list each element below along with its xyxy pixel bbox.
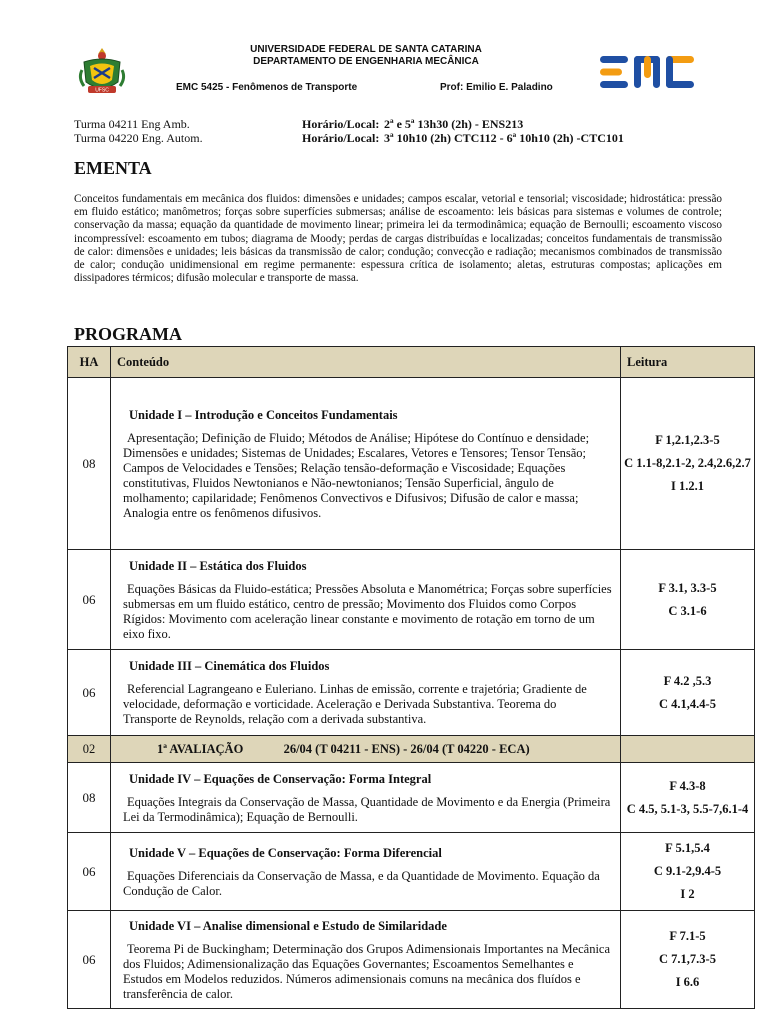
unit-text: Teorema Pi de Buckingham; Determinação dos Grupos Adimensionais Importantes na Mecânica dos Fluidos; Adimensionalização das Equações Governantes; Escoamentos Semelhantes e Estudos em Modelos reduzidos. Números adimensionais comuns na mecânica dos fluídos e transferência de calor. (123, 941, 611, 1001)
unit-text: Referencial Lagrangeano e Euleriano. Linhas de emissão, corrente e trajetória; Gradiente de velocidade, deformação e vorticidade. Aceleração e Derivada Substantiva. Teorema do Transporte de Reynolds, relação com a derivada substantiva. (123, 682, 587, 726)
department-name: DEPARTAMENTO DE ENGENHARIA MECÂNICA (253, 56, 479, 67)
leitura-ref: F 5.1,5.4 (665, 841, 710, 855)
ementa-text: Conceitos fundamentais em mecânica dos fluidos: dimensões e unidades; campos escalar, vetorial e tensorial; viscosidade; hidrostática: pressão em fluido estático; manômetros; forças sobre superfícies submersas; análise de escoamento: leis básicas para sistemas e volumes de controle; conservação da massa; equação da quantidade de movimento linear; primeira lei da termodinâmica; equação de Bernoulli; escoamento viscoso incompressível: escoamento em tubos; diagrama de Moody; perdas de cargas distribuídas e localizadas; conceitos fundamentais de transmissão de calor: dimensões e unidades; leis básicas da transmissão de calor; condução; convecção e radiação; mecanismos combinados de transmissão de calor; condução unidimensional em regime permanente: espessura crítica de isolamento; aletas, estruturas compostas; aplicações em dissipadores térmicos; difusão molecular e transporte de massa. (74, 193, 722, 285)
evaluation-dates: 26/04 (T 04211 - ENS) - 26/04 (T 04220 - ECA) (283, 741, 530, 756)
row-content (111, 833, 621, 911)
row-content (111, 911, 621, 1009)
leitura-ref: I 1.2.1 (671, 479, 704, 493)
row-ha: 08 (68, 763, 111, 833)
header-ha: HA (68, 347, 111, 378)
table-header-row (68, 347, 755, 378)
unit-title: Unidade V – Equações de Conservação: Forma Diferencial (129, 845, 442, 860)
ufsc-crest-icon (74, 42, 130, 98)
table-row (68, 763, 755, 833)
leitura-ref: I 2 (680, 887, 695, 901)
row-leitura (621, 763, 755, 833)
horario-label-1: Horário/Local: (302, 117, 380, 131)
table-row (68, 550, 755, 650)
horario-label-2: Horário/Local: (302, 131, 380, 145)
professor-name: Prof: Emilio E. Paladino (440, 82, 553, 93)
row-ha: 06 (68, 833, 111, 911)
leitura-ref: I 6.6 (675, 975, 700, 989)
unit-title: Unidade II – Estática dos Fluidos (129, 558, 307, 573)
unit-title: Unidade III – Cinemática dos Fluidos (129, 659, 330, 673)
document-header (0, 0, 768, 110)
header-leitura: Leitura (621, 347, 755, 378)
row-leitura (621, 650, 755, 736)
row-content (111, 650, 621, 736)
row-leitura (621, 833, 755, 911)
course-name: EMC 5425 - Fenômenos de Transporte (176, 82, 358, 93)
leitura-ref: F 1,2.1,2.3-5 (655, 433, 720, 447)
ementa-title: EMENTA (74, 158, 152, 178)
evaluation-label: 1ª AVALIAÇÃO (157, 741, 244, 756)
leitura-ref: F 4.2 ,5.3 (663, 673, 712, 688)
svg-text:UFSC: UFSC (95, 87, 109, 94)
row-leitura (621, 550, 755, 650)
leitura-ref: C 1.1-8,2.1-2, 2.4,2.6,2.7 (624, 456, 751, 470)
leitura-ref: F 7.1-5 (669, 929, 706, 943)
turma-1: Turma 04211 Eng Amb. (74, 117, 190, 131)
row-ha: 06 (68, 650, 111, 736)
leitura-ref: C 9.1-2,9.4-5 (653, 864, 722, 878)
leitura-ref: C 4.5, 5.1-3, 5.5-7,6.1-4 (626, 801, 749, 816)
row-ha: 06 (68, 550, 111, 650)
emc-logo-icon (598, 52, 696, 92)
leitura-ref: F 4.3-8 (669, 778, 706, 793)
table-row (68, 378, 755, 550)
leitura-ref: C 4.1,4.4-5 (659, 696, 716, 711)
table-row (68, 650, 755, 736)
unit-title: Unidade I – Introdução e Conceitos Fundamentais (129, 407, 398, 422)
unit-text: Equações Diferenciais da Conservação de Massa, e da Quantidade de Movimento. Equação da Condução de Calor. (123, 868, 600, 898)
unit-text: Equações Básicas da Fluido-estática; Pressões Absoluta e Manométrica; Forças sobre superfícies submersas em um fluido estático, centro de pressão; Movimento dos Fluidos como Corpos Rígidos: Movimento com aceleração linear constante e movimento de rotação em torno de um eixo fixo. (123, 581, 612, 641)
programa-title: PROGRAMA (74, 324, 182, 344)
evaluation-row (68, 736, 755, 763)
leitura-ref: C 3.1-6 (668, 603, 707, 618)
unit-title: Unidade VI – Analise dimensional e Estudo de Similaridade (129, 918, 447, 933)
row-content (111, 378, 621, 550)
table-row (68, 911, 755, 1009)
university-name: UNIVERSIDADE FEDERAL DE SANTA CATARINA (250, 44, 482, 55)
evaluation-leitura (621, 736, 755, 763)
table-row (68, 833, 755, 911)
horario-value-2: 3ª 10h10 (2h) CTC112 - 6ª 10h10 (2h) -CTC101 (384, 131, 624, 145)
row-ha: 08 (68, 378, 111, 550)
row-leitura (621, 378, 755, 550)
row-leitura (621, 911, 755, 1009)
leitura-ref: F 3.1, 3.3-5 (658, 580, 717, 595)
evaluation-content (111, 736, 621, 763)
unit-text: Apresentação; Definição de Fluido; Métodos de Análise; Hipótese do Contínuo e densidade; Dimensões e unidades; Sistemas de Unidades; Escalares, Vetores e Tensores; Tensor Tensão; Campos de Velocidades e Tensões; Relação tensão-deformação e Viscosidade; Equações constitutivas, Fluidos Newtonianos e Não-newtonianos; Tensão Superficial, ângulo de molhamento; capilaridade; Fenômenos Convectivos e Difusivos; Difusão de calor e massa; Analogia entre os fenômenos difusivos. (123, 430, 590, 520)
leitura-ref: C 7.1,7.3-5 (659, 952, 716, 966)
evaluation-ha: 02 (68, 736, 111, 763)
horario-value-1: 2ª e 5ª 13h30 (2h) - ENS213 (384, 117, 524, 131)
row-content (111, 763, 621, 833)
programa-table (67, 346, 755, 1009)
unit-title: Unidade IV – Equações de Conservação: Forma Integral (129, 771, 432, 786)
unit-text: Equações Integrais da Conservação de Massa, Quantidade de Movimento e da Energia (Primeira Lei da Termodinâmica); Equação de Bernoulli. (123, 794, 611, 824)
turma-2: Turma 04220 Eng. Autom. (74, 131, 203, 145)
row-ha: 06 (68, 911, 111, 1009)
row-content (111, 550, 621, 650)
header-conteudo: Conteúdo (111, 347, 621, 378)
